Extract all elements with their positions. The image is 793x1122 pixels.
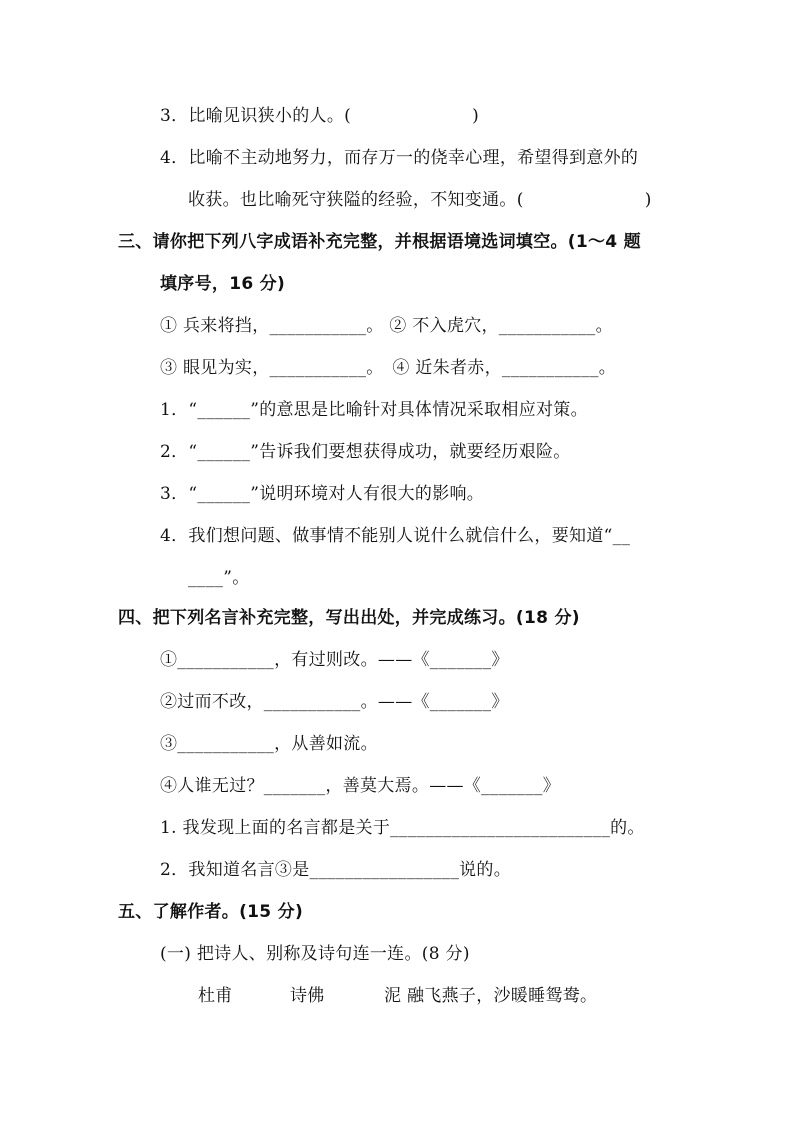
saying-1: ①___________，有过则改。——《_______》 (160, 650, 509, 670)
idiom-row-2: ③ 眼见为实，___________。 ④ 近朱者赤，___________。 (160, 358, 617, 378)
section-3-heading-cont: 填序号，16 分) (160, 274, 286, 294)
idiom-question-3: 3．“______”说明环境对人有很大的影响。 (160, 484, 485, 504)
exercise-1: 1. 我发现上面的名言都是关于_________________________的。 (160, 818, 645, 838)
section-3-heading: 三、请你把下列八字成语补充完整，并根据语境选词填空。(1～4 题 (118, 232, 641, 252)
part2-item-4-line1: 4．比喻不主动地努力，而存万一的侥幸心理，希望得到意外的 (160, 148, 639, 168)
part2-item-4-line2: 收获。也比喻死守狭隘的经验，不知变通。( ) (188, 190, 652, 210)
idiom-row-1: ① 兵来将挡，___________。 ② 不入虎穴，___________。 (160, 316, 613, 336)
section-5-sub-1: (一) 把诗人、别称及诗句连一连。(8 分) (160, 944, 470, 964)
idiom-question-2: 2．“______”告诉我们要想获得成功，就要经历艰险。 (160, 442, 571, 462)
part2-item-3: 3．比喻见识狭小的人。( ) (160, 106, 480, 126)
match-verse: 泥 融飞燕子，沙暖睡鸳鸯。 (384, 986, 598, 1006)
exercise-2: 2．我知道名言③是_________________说的。 (160, 860, 512, 880)
saying-4: ④人谁无过？_______，善莫大焉。——《_______》 (160, 776, 560, 796)
saying-3: ③___________，从善如流。 (160, 734, 378, 754)
idiom-question-4-line1: 4．我们想问题、做事情不能别人说什么就信什么，要知道“__ (160, 526, 631, 546)
section-5-heading: 五、了解作者。(15 分) (118, 902, 304, 922)
saying-2: ②过而不改，___________。——《_______》 (160, 692, 509, 712)
match-alias: 诗佛 (290, 986, 325, 1006)
idiom-question-1: 1．“______”的意思是比喻针对具体情况采取相应对策。 (160, 400, 588, 420)
section-4-heading: 四、把下列名言补充完整，写出出处，并完成练习。(18 分) (118, 608, 580, 628)
match-poet: 杜甫 (198, 986, 233, 1006)
idiom-question-4-line2: ____”。 (188, 568, 250, 588)
